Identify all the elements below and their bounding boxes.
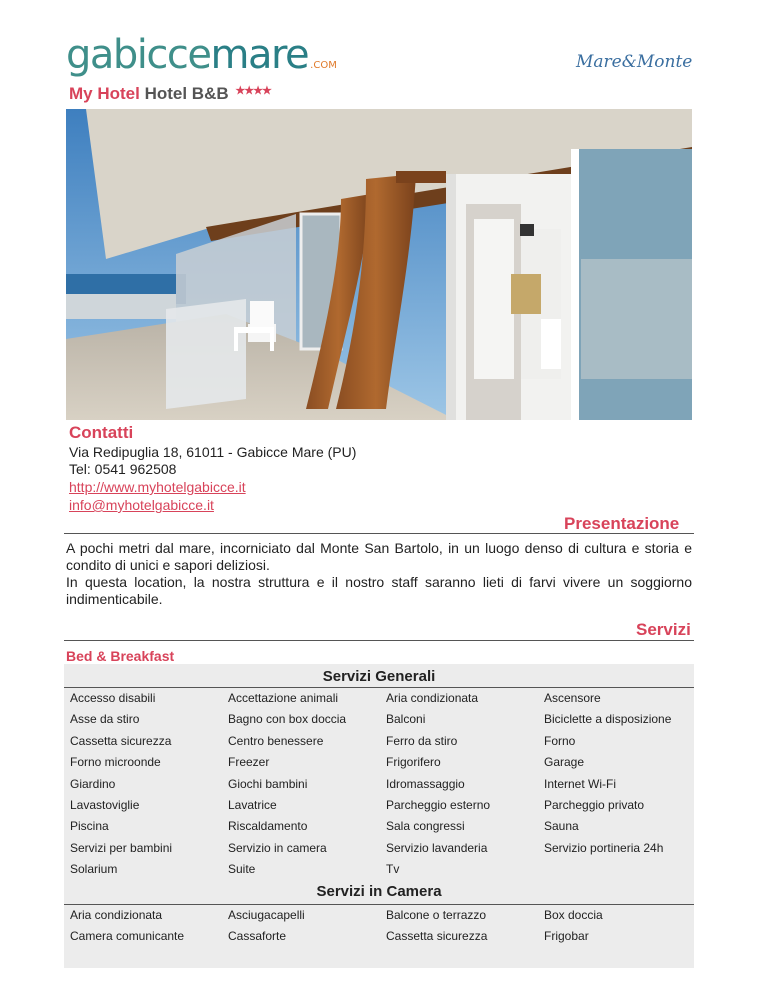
presentazione-paragraph-2: In questa location, la nostra struttura e il nostro staff saranno lieti di farvi vivere un soggiorno indimenticabile. xyxy=(66,574,692,607)
logo-text-mare: mare xyxy=(210,32,309,78)
service-item: Solarium xyxy=(70,862,118,877)
service-item: Aria condizionata xyxy=(386,691,479,705)
service-item: Suite xyxy=(228,862,256,877)
contacts-heading: Contatti xyxy=(69,423,134,442)
servizi-camera-grid xyxy=(70,905,692,948)
service-item: Bagno con box doccia xyxy=(228,712,347,727)
service-item: Lavatrice xyxy=(228,797,277,812)
service-item: Giardino xyxy=(70,776,116,791)
service-item: Asse da stiro xyxy=(70,712,140,727)
service-item: Ascensore xyxy=(544,691,601,705)
service-item: Servizio in camera xyxy=(228,840,327,855)
service-item: Idromassaggio xyxy=(386,776,465,791)
hotel-type: Hotel B&B xyxy=(144,84,229,103)
service-item: Frigobar xyxy=(544,929,589,944)
service-item: Sala congressi xyxy=(386,819,465,834)
service-item: Forno xyxy=(544,733,576,748)
email-link[interactable]: info@myhotelgabicce.it xyxy=(69,497,214,513)
service-item: Internet Wi-Fi xyxy=(544,776,617,791)
servizi-heading: Servizi xyxy=(636,620,691,639)
logo-text-gabicce: gabicce xyxy=(66,32,211,78)
service-item: Accettazione animali xyxy=(228,691,339,705)
service-item: Giochi bambini xyxy=(228,776,308,791)
service-item: Servizio portineria 24h xyxy=(544,840,664,855)
star-rating: ★★★★ xyxy=(235,85,271,97)
service-item: Parcheggio privato xyxy=(544,797,645,812)
service-item: Box doccia xyxy=(544,908,603,922)
service-item: Lavastoviglie xyxy=(70,797,140,812)
service-item: Forno microonde xyxy=(70,755,161,770)
presentazione-heading: Presentazione xyxy=(564,514,680,533)
service-item: Camera comunicante xyxy=(70,929,185,944)
address: Via Redipuglia 18, 61011 - Gabicce Mare (PU) xyxy=(69,444,357,460)
service-item: Balcone o terrazzo xyxy=(386,908,487,922)
servizi-generali-title: Servizi Generali xyxy=(322,668,436,685)
service-item: Piscina xyxy=(70,819,109,834)
presentazione-rule xyxy=(64,533,694,534)
service-item: Balconi xyxy=(386,712,426,727)
service-item: Riscaldamento xyxy=(228,819,308,834)
service-item: Biciclette a disposizione xyxy=(544,712,672,727)
phone: Tel: 0541 962508 xyxy=(69,461,177,477)
service-item: Cassetta sicurezza xyxy=(70,733,172,748)
service-item: Centro benessere xyxy=(228,733,324,748)
service-item: Accesso disabili xyxy=(70,691,156,705)
service-item: Ferro da stiro xyxy=(386,733,458,748)
bed-breakfast-heading: Bed & Breakfast xyxy=(66,648,175,664)
presentazione-text xyxy=(66,540,692,608)
logo-suffix: .COM xyxy=(310,60,337,71)
service-item: Servizio lavanderia xyxy=(386,840,488,855)
website-link[interactable]: http://www.myhotelgabicce.it xyxy=(69,479,246,495)
service-item: Frigorifero xyxy=(386,755,441,770)
mare-monte-logo: Mare&Monte xyxy=(576,52,693,72)
service-item: Freezer xyxy=(228,755,270,770)
service-item: Tv xyxy=(386,862,400,877)
services-table xyxy=(64,664,694,968)
hotel-name: My Hotel xyxy=(69,84,140,103)
presentazione-paragraph-1: A pochi metri dal mare, incorniciato dal Monte San Bartolo, in un luogo denso di cultura e storia e condito di unici e sapori deliziosi. xyxy=(66,540,692,573)
service-item: Cassetta sicurezza xyxy=(386,929,488,944)
service-item: Parcheggio esterno xyxy=(386,797,491,812)
gabiccemare-logo[interactable] xyxy=(66,30,337,80)
service-item: Asciugacapelli xyxy=(228,908,305,922)
servizi-camera-title: Servizi in Camera xyxy=(316,883,442,900)
service-item: Aria condizionata xyxy=(70,908,163,922)
hotel-terrace-photo xyxy=(66,109,692,420)
servizi-rule xyxy=(64,640,694,641)
service-item: Garage xyxy=(544,755,585,770)
service-item: Sauna xyxy=(544,819,579,834)
hotel-title xyxy=(69,84,271,104)
service-item: Servizi per bambini xyxy=(70,840,173,855)
service-item: Cassaforte xyxy=(228,929,287,944)
servizi-generali-grid xyxy=(70,688,692,881)
